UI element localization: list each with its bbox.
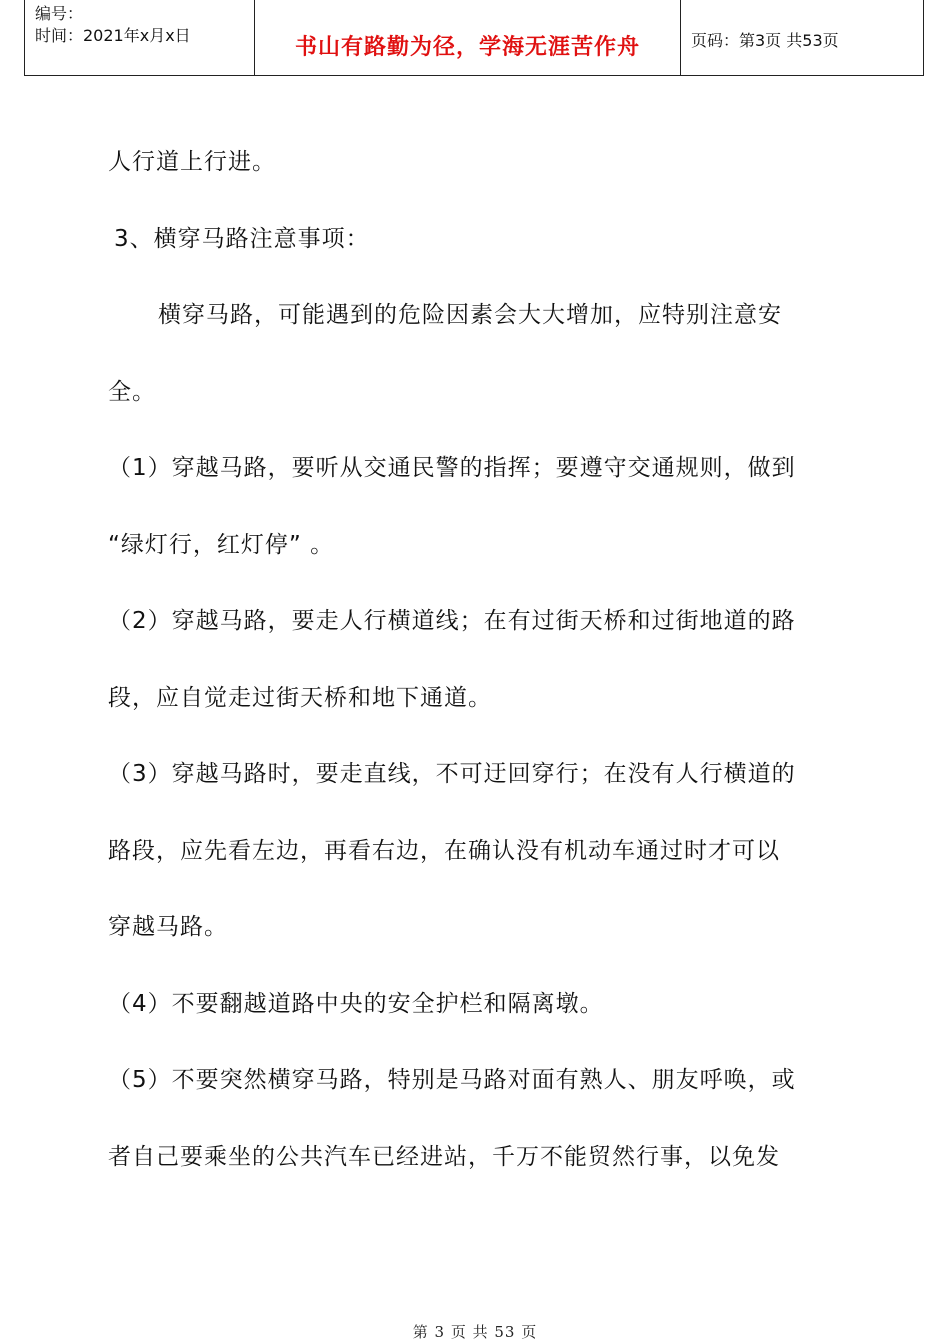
body-line: （5）不要突然横穿马路，特别是马路对面有熟人、朋友呼唤，或 — [108, 1067, 796, 1093]
motto: 书山有路勤为径，学海无涯苦作舟 — [294, 35, 640, 60]
body-line: “绿灯行，红灯停” 。 — [108, 532, 335, 558]
page-footer: 第 3 页 共 53 页 — [412, 1323, 538, 1341]
header-motto-cell — [255, 0, 681, 76]
body-line: 全。 — [108, 379, 156, 405]
header-page-cell — [681, 0, 923, 76]
header-meta-cell — [25, 0, 255, 76]
body-line: （2）穿越马路，要走人行横道线；在有过街天桥和过街地道的路 — [108, 608, 796, 634]
body-line: 穿越马路。 — [108, 914, 228, 940]
body-line: 路段，应先看左边，再看右边，在确认没有机动车通过时才可以 — [108, 838, 780, 864]
body-line: 人行道上行进。 — [108, 149, 276, 175]
body-line: 段，应自觉走过街天桥和地下通道。 — [108, 685, 492, 711]
body-line: 横穿马路，可能遇到的危险因素会大大增加，应特别注意安 — [158, 302, 782, 328]
time-label: 时间：2021年x月x日 — [35, 26, 191, 45]
body-line: （3）穿越马路时，要走直线，不可迂回穿行；在没有人行横道的 — [108, 761, 796, 787]
body-line: （4）不要翻越道路中央的安全护栏和隔离墩。 — [108, 991, 604, 1017]
page-label: 页码：第3页 共53页 — [691, 31, 839, 50]
section-heading: 3、横穿马路注意事项： — [114, 226, 370, 252]
number-label: 编号： — [35, 4, 84, 23]
document-header — [24, 0, 924, 76]
body-line: 者自己要乘坐的公共汽车已经进站，千万不能贸然行事，以免发 — [108, 1144, 780, 1170]
body-line: （1）穿越马路，要听从交通民警的指挥；要遵守交通规则，做到 — [108, 455, 796, 481]
